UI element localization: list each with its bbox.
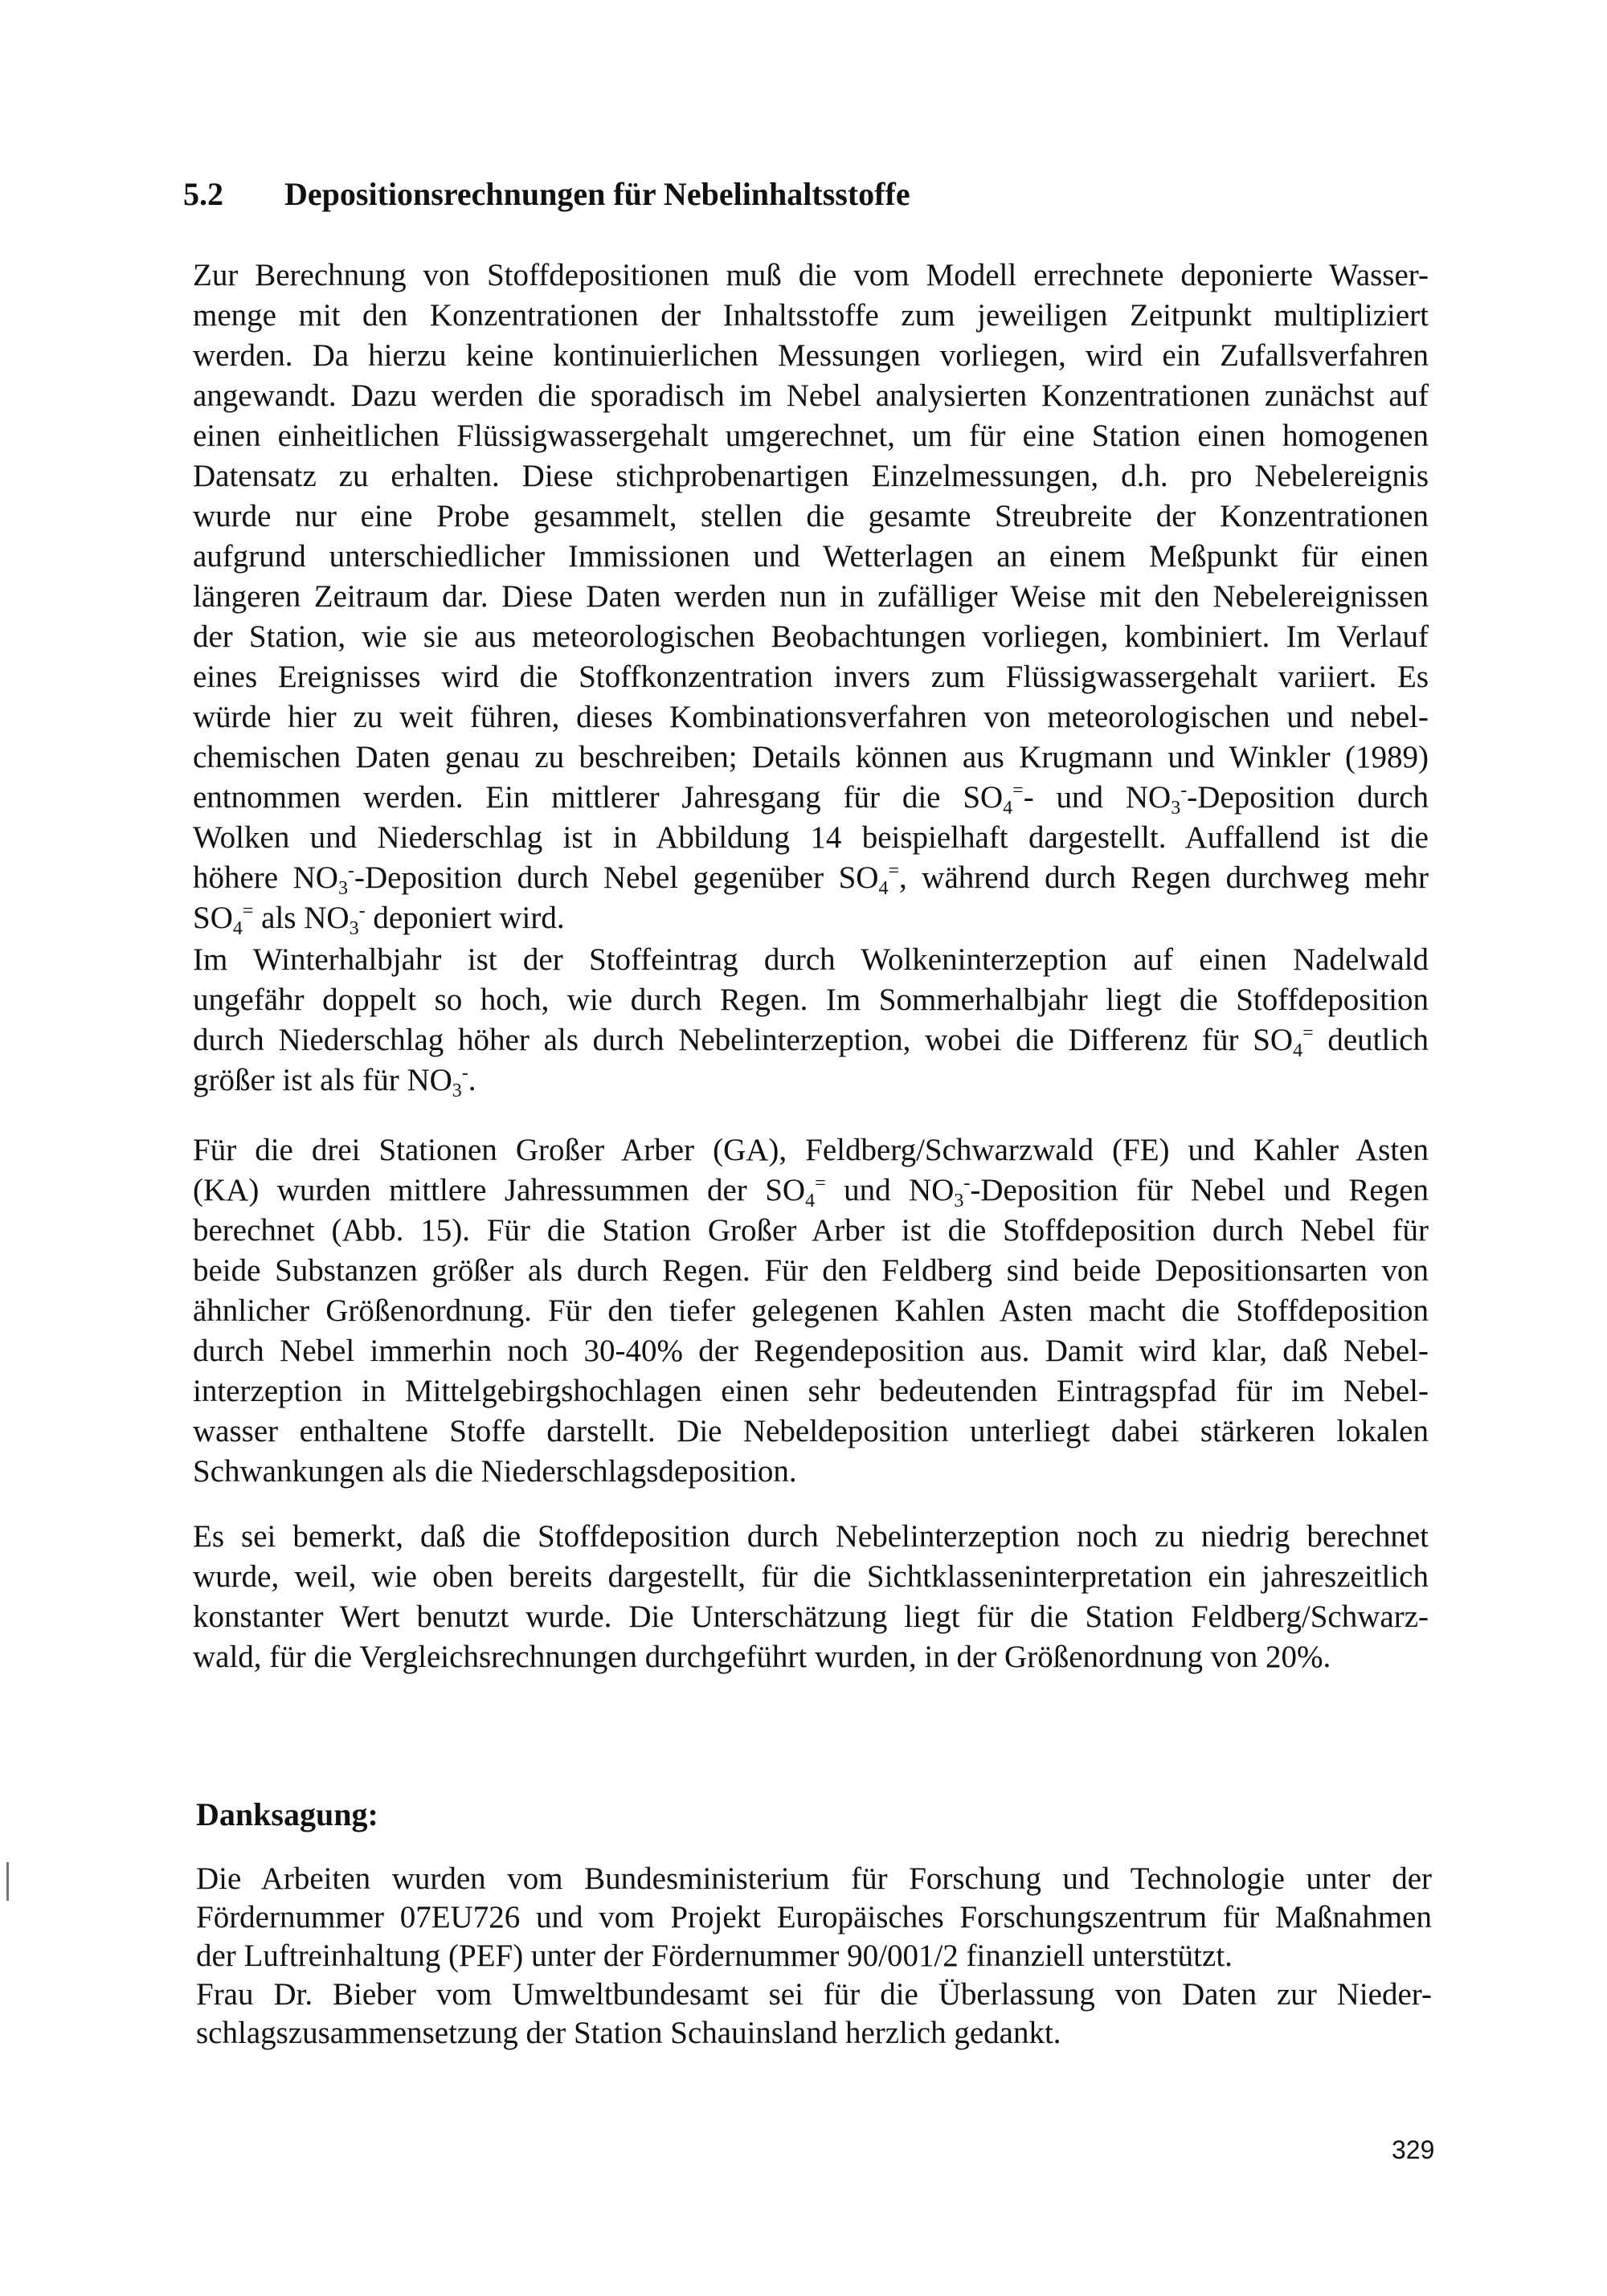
text-fragment: -Deposition durch Nebel gegenüber: [354, 860, 824, 895]
text-line: längeren Zeitraum dar. Diese Daten werden nun in zufälliger Weise mit den Nebelereignissen: [193, 579, 1429, 614]
section-title: Depositionsrechnungen für Nebelinhaltsstoffe: [284, 176, 910, 212]
text-line: [193, 898, 1429, 938]
text-line: der Luftreinhaltung (PEF) unter der Fördernummer 90/001/2 finanziell unterstützt.: [196, 1939, 1233, 1973]
formula-no3: $NO_3^-$: [292, 860, 354, 899]
text-line: [193, 778, 1429, 818]
text-line: eines Ereignisses wird die Stoffkonzentration invers zum Flüssigwassergehalt variiert. Es: [193, 660, 1429, 694]
text-line: [193, 858, 1429, 898]
paragraph-1: [193, 255, 1429, 938]
text-fragment: deponiert wird.: [365, 901, 565, 935]
text-line: Zur Berechnung von Stoffdepositionen muß die vom Modell errechnete deponierte Wasser-: [193, 258, 1429, 292]
scan-edge-mark: [6, 1862, 9, 1901]
text-line: Fördernummer 07EU726 und vom Projekt Europäisches Forschungszentrum für Maßnahmen: [196, 1900, 1432, 1934]
formula-so4: $SO_4^=$: [963, 780, 1024, 819]
text-line: der Station, wie sie aus meteorologischen Beobachtungen vorliegen, kombiniert. Im Verlauf: [193, 619, 1429, 654]
text-fragment: - und: [1023, 780, 1104, 815]
section-heading: [183, 175, 910, 214]
text-line: chemischen Daten genau zu beschreiben; Details können aus Krugmann und Winkler (1989): [193, 740, 1429, 774]
paragraph-4: [193, 1517, 1429, 1677]
text-line: ähnlicher Größenordnung. Für den tiefer gelegenen Kahlen Asten macht die Stoffdeposition: [193, 1293, 1429, 1328]
paragraph-2: [193, 940, 1429, 1101]
text-line: schlagszusammensetzung der Station Schauinsland herzlich gedankt.: [196, 2016, 1061, 2050]
paragraph-3: [193, 1130, 1429, 1492]
text-fragment: , während durch Regen durchweg mehr: [899, 860, 1429, 895]
text-line: beide Substanzen größer als durch Regen. Für den Feldberg sind beide Depositionsarten von: [193, 1253, 1429, 1288]
formula-so4: $SO_4^=$: [838, 860, 899, 899]
text-line: Frau Dr. Bieber vom Umweltbundesamt sei für die Überlassung von Daten zur Nieder-: [196, 1977, 1432, 2012]
text-line: durch Nebel immerhin noch 30-40% der Regendeposition aus. Damit wird klar, daß Nebel-: [193, 1334, 1429, 1368]
text-line: Wolken und Niederschlag ist in Abbildung 14 beispielhaft dargestellt. Auffallend ist die: [193, 820, 1429, 855]
text-fragment: -Deposition durch: [1187, 780, 1429, 815]
formula-so4: $SO_4^=$: [765, 1173, 826, 1211]
text-line: einen einheitlichen Flüssigwassergehalt umgerechnet, um für eine Station einen homogenen: [193, 419, 1429, 453]
text-fragment: durch Niederschlag höher als durch Nebelinterzeption, wobei die Differenz für: [193, 1023, 1239, 1057]
text-line: berechnet (Abb. 15). Für die Station Großer Arber ist die Stoffdeposition durch Nebel für: [193, 1213, 1429, 1248]
text-line: wald, für die Vergleichsrechnungen durchgeführt wurden, in der Größenordnung von 20%.: [193, 1640, 1331, 1674]
text-fragment: und: [825, 1173, 891, 1207]
page-number: 329: [1392, 2135, 1435, 2164]
text-line: wasser enthaltene Stoffe darstellt. Die Nebeldeposition unterliegt dabei stärkeren lokalen: [193, 1414, 1429, 1448]
text-fragment: deutlich: [1313, 1023, 1429, 1057]
text-line: angewandt. Dazu werden die sporadisch im Nebel analysierten Konzentrationen zunächst auf: [193, 378, 1429, 413]
text-fragment: als: [253, 901, 296, 935]
formula-so4: $SO_4^=$: [193, 901, 254, 939]
text-fragment: größer ist als für: [193, 1063, 399, 1097]
text-line: Die Arbeiten wurden vom Bundesministerium für Forschung und Technologie unter der: [196, 1861, 1432, 1896]
text-fragment: höhere: [193, 860, 279, 895]
text-line: ungefähr doppelt so hoch, wie durch Regen. Im Sommerhalbjahr liegt die Stoffdeposition: [193, 983, 1429, 1017]
text-fragment: entnommen werden. Ein mittlerer Jahresgang für die: [193, 780, 941, 815]
text-line: aufgrund unterschiedlicher Immissionen und Wetterlagen an einem Meßpunkt für einen: [193, 539, 1429, 574]
acknowledgement-heading: Danksagung:: [196, 1796, 378, 1832]
text-line: Schwankungen als die Niederschlagsdeposition.: [193, 1454, 797, 1489]
text-line: interzeption in Mittelgebirgshochlagen einen sehr bedeutenden Eintragspfad für im Nebel-: [193, 1374, 1429, 1408]
text-line: menge mit den Konzentrationen der Inhaltsstoffe zum jeweiligen Zeitpunkt multipliziert: [193, 298, 1429, 333]
text-line: wurde, weil, wie oben bereits dargestellt, für die Sichtklasseninterpretation ein jahreszeitlich: [193, 1559, 1429, 1594]
text-fragment: -Deposition für Nebel und Regen: [970, 1173, 1429, 1207]
text-line: [193, 1170, 1429, 1211]
section-number: 5.2: [183, 176, 223, 212]
text-line: [193, 1020, 1429, 1060]
text-fragment: .: [468, 1063, 476, 1097]
text-line: werden. Da hierzu keine kontinuierlichen Messungen vorliegen, wird ein Zufallsverfahren: [193, 338, 1429, 373]
text-line: konstanter Wert benutzt wurde. Die Unterschätzung liegt für die Station Feldberg/Schwarz-: [193, 1599, 1429, 1634]
text-line: [193, 1060, 1429, 1101]
text-line: wurde nur eine Probe gesammelt, stellen die gesamte Streubreite der Konzentrationen: [193, 499, 1429, 533]
formula-no3: $NO_3^-$: [407, 1063, 468, 1101]
text-line: Datensatz zu erhalten. Diese stichprobenartigen Einzelmessungen, d.h. pro Nebelereignis: [193, 459, 1429, 493]
text-fragment: (KA) wurden mittlere Jahressummen der: [193, 1173, 747, 1207]
text-line: Für die drei Stationen Großer Arber (GA), Feldberg/Schwarzwald (FE) und Kahler Asten: [193, 1133, 1429, 1167]
formula-so4: $SO_4^=$: [1253, 1023, 1314, 1061]
acknowledgement-text: [196, 1860, 1432, 2053]
text-line: Im Winterhalbjahr ist der Stoffeintrag durch Wolkeninterzeption auf einen Nadelwald: [193, 942, 1429, 977]
formula-no3: $NO_3^-$: [304, 901, 366, 939]
formula-no3: $NO_3^-$: [909, 1173, 971, 1211]
formula-no3: $NO_3^-$: [1125, 780, 1188, 819]
text-line: würde hier zu weit führen, dieses Kombinationsverfahren von meteorologischen und nebel-: [193, 700, 1429, 734]
text-line: Es sei bemerkt, daß die Stoffdeposition durch Nebelinterzeption noch zu niedrig berechnet: [193, 1519, 1429, 1554]
